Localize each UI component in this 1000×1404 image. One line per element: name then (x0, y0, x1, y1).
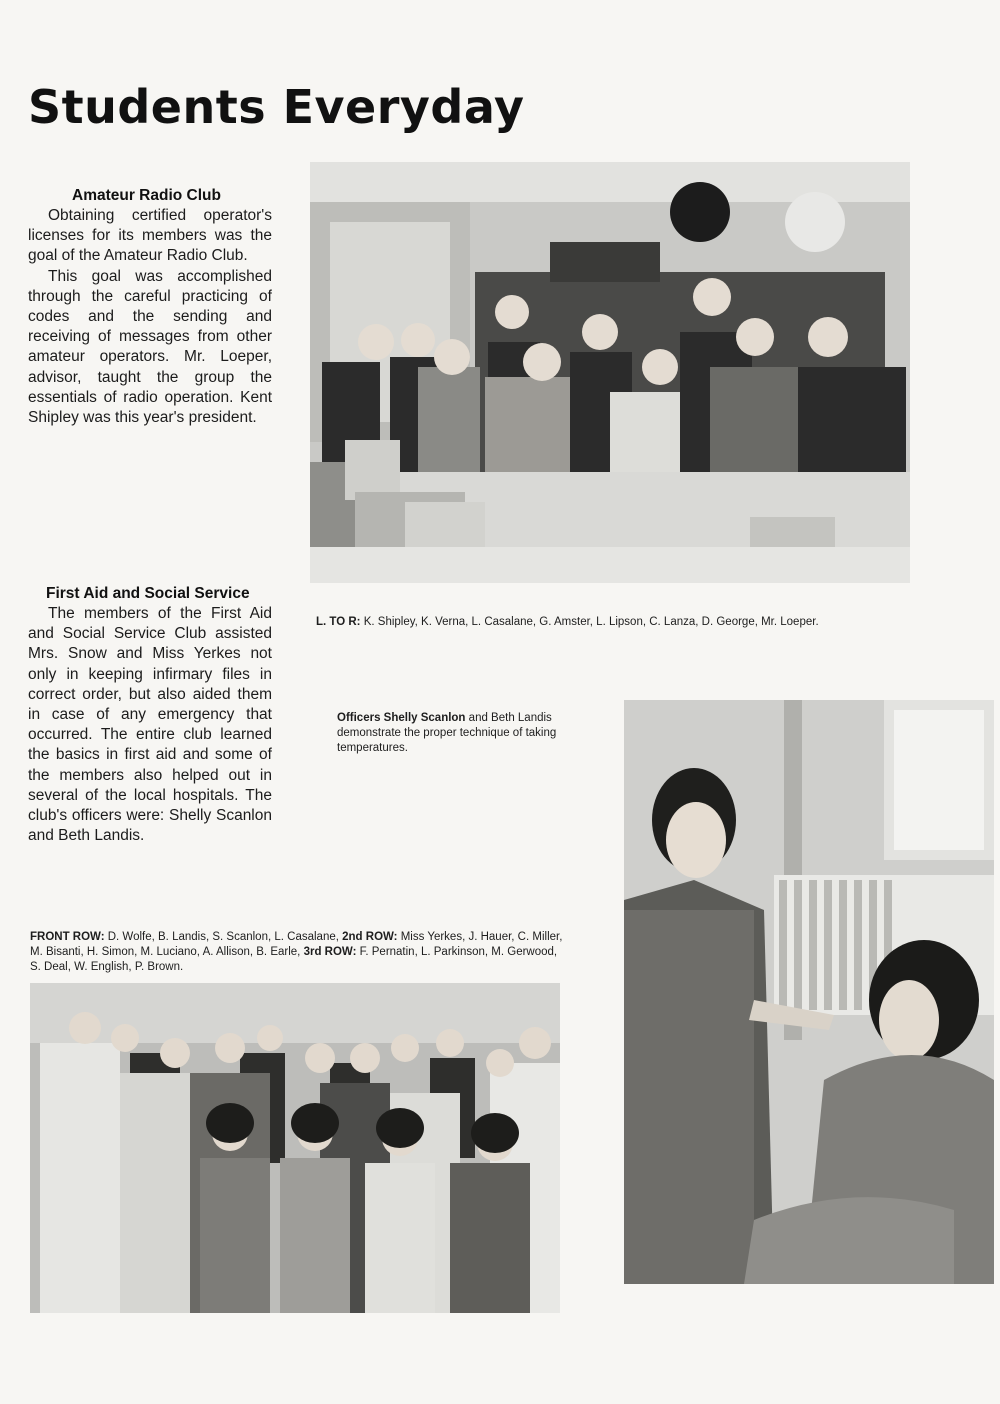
article-paragraph-first-aid-1: The members of the First Aid and Social Service Club assisted Mrs. Snow and Miss Yerkes not only in keeping infirmary files in correct order, but also aided them in case of any emergency that occurred. The entire club learned the basics in first aid and some of the members also helped out in several of the local hospitals. The club's officers were: Shelly Scanlon and Beth Landis. (28, 605, 272, 845)
page-title: Students Everyday (28, 80, 525, 134)
article-first-aid-social-service (28, 584, 272, 846)
caption-officers (337, 711, 587, 756)
photo-officers (624, 700, 994, 1284)
caption-group-third-label: 3rd ROW: (303, 945, 357, 958)
caption-group-front-text: D. Wolfe, B. Landis, S. Scanlon, L. Casalane, (107, 930, 339, 943)
article-paragraph-radio-1: Obtaining certified operator's licenses for its members was the goal of the Amateur Radio Club. (28, 207, 272, 265)
article-heading-first-aid: First Aid and Social Service (46, 585, 250, 602)
caption-radio-club (316, 615, 916, 630)
caption-group-front-label: FRONT ROW: (30, 930, 105, 943)
article-amateur-radio-club (28, 186, 272, 428)
photo-radio-club (310, 162, 910, 583)
caption-radio-label: L. TO R: (316, 615, 361, 628)
photo-first-aid-club (30, 983, 560, 1313)
caption-officers-label: Officers Shelly Scanlon (337, 711, 466, 724)
caption-radio-text: K. Shipley, K. Verna, L. Casalane, G. Amster, L. Lipson, C. Lanza, D. George, Mr. Loeper. (363, 615, 819, 628)
caption-group-second-label: 2nd ROW: (342, 930, 398, 943)
caption-officers-text: and Beth Landis demonstrate the proper technique of taking temperatures. (337, 711, 557, 754)
photo-officers-image (624, 700, 994, 1284)
caption-group (30, 930, 570, 975)
article-heading-radio: Amateur Radio Club (72, 187, 221, 204)
photo-radio-club-image (310, 162, 910, 583)
article-paragraph-radio-2: This goal was accomplished through the careful practicing of codes and the sending and receiving of messages from other amateur operators. Mr. Loeper, advisor, taught the group the essentials of radio operation. Kent Shipley was this year's president. (28, 267, 272, 427)
caption-group-third-text: F. Pernatin, L. Parkinson, M. Gerwood, S. Deal, W. English, P. Brown. (30, 945, 558, 973)
photo-first-aid-club-image (30, 983, 560, 1313)
caption-group-second-text: Miss Yerkes, J. Hauer, C. Miller, M. Bisanti, H. Simon, M. Luciano, A. Allison, B. Earle, (30, 930, 563, 958)
